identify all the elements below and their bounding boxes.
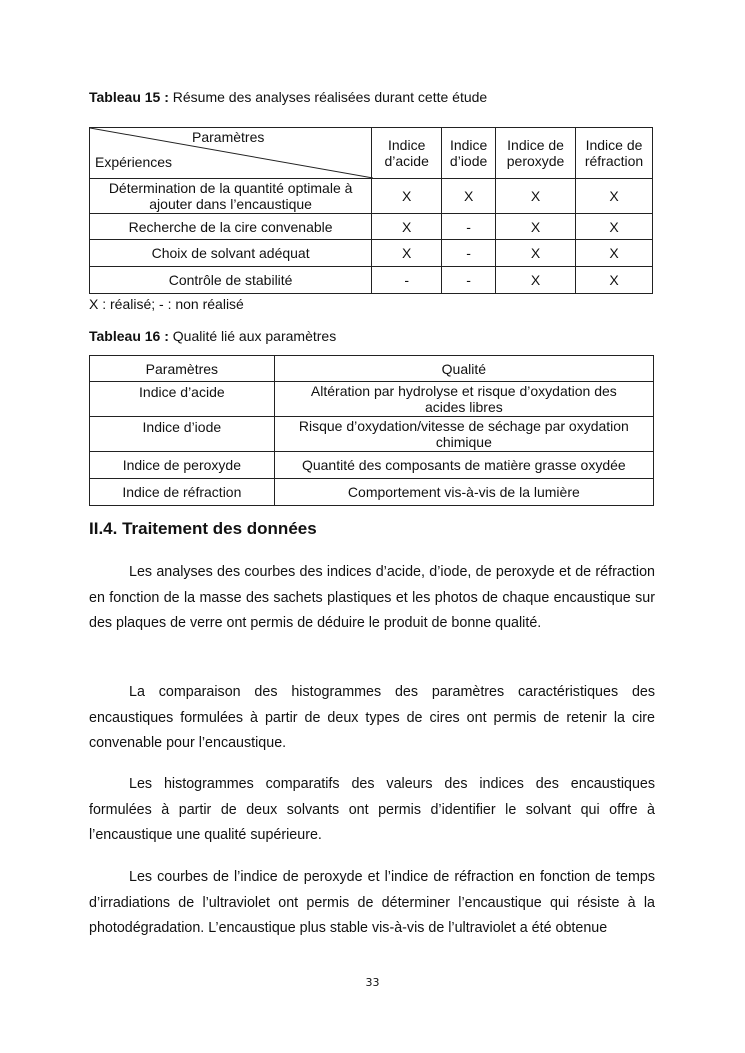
table16 — [89, 355, 654, 506]
col-header-line: d’acide — [384, 153, 429, 169]
cell: X — [496, 240, 576, 267]
cell: - — [372, 267, 442, 294]
cell: - — [442, 214, 496, 240]
table-row — [90, 214, 653, 240]
quality-cell — [274, 417, 653, 452]
cell: - — [442, 267, 496, 294]
diag-parametres-label: Paramètres — [192, 129, 265, 145]
table16-header-row — [90, 356, 654, 382]
col-header-line: peroxyde — [506, 153, 565, 169]
table15-caption-label: Tableau 15 : — [89, 89, 169, 105]
col-header-peroxyde — [496, 128, 576, 179]
param-cell: Indice d’acide — [90, 382, 275, 417]
cell: X — [496, 214, 576, 240]
table16-caption-text: Qualité lié aux paramètres — [168, 328, 337, 344]
cell: X — [496, 179, 576, 214]
paragraph: La comparaison des histogrammes des paramètres caractéristiques des encaustiques formulées à partir de deux types de cires ont permis de retenir la cire convenable pour l’encaustique. — [89, 684, 655, 751]
table-row — [90, 240, 653, 267]
table-row — [90, 179, 653, 214]
col-header-qualite: Qualité — [274, 356, 653, 382]
quality-line: Altération par hydrolyse et risque d’oxydation des — [310, 383, 617, 399]
table16-caption-label: Tableau 16 : — [89, 328, 169, 344]
col-header-refraction — [576, 128, 653, 179]
col-header-line: d’iode — [449, 153, 488, 169]
col-header-line: Indice — [388, 137, 426, 153]
table-row — [90, 382, 654, 417]
paragraph: Les courbes de l’indice de peroxyde et l’indice de réfraction en fonction de temps d’irradiations de l’ultraviolet ont permis de déterminer l’encaustique qui résiste à la photodégradation. L’encaustique plus stable vis-à-vis de l’ultraviolet a été obtenue — [89, 869, 655, 936]
cell: X — [576, 214, 653, 240]
table15-caption — [89, 89, 487, 105]
quality-line: acides libres — [424, 399, 503, 415]
paragraph: Les histogrammes comparatifs des valeurs des indices des encaustiques formulées à partir de deux solvants ont permis d’identifier le solvant qui offre à l’encaustique une qualité supérieure. — [89, 776, 655, 843]
cell: X — [372, 214, 442, 240]
cell: X — [372, 179, 442, 214]
section-heading: II.4. Traitement des données — [89, 519, 317, 538]
col-header-parametres: Paramètres — [90, 356, 275, 382]
cell: X — [576, 240, 653, 267]
table15 — [89, 127, 653, 294]
param-cell: Indice de réfraction — [90, 479, 275, 506]
quality-cell: Quantité des composants de matière grasse oxydée — [274, 452, 653, 479]
col-header-iode — [442, 128, 496, 179]
param-cell: Indice d’iode — [90, 417, 275, 452]
page-number: 33 — [365, 976, 380, 989]
col-header-acide — [372, 128, 442, 179]
col-header-line: Indice de — [585, 137, 643, 153]
paragraph: Les analyses des courbes des indices d’acide, d’iode, de peroxyde et de réfraction en fonction de la masse des sachets plastiques et les photos de chaque encaustique sur des plaques de verre ont permis de déduire le produit de bonne qualité. — [89, 564, 655, 631]
cell: X — [576, 267, 653, 294]
table15-legend-note: X : réalisé; - : non réalisé — [89, 296, 244, 312]
table-row — [90, 417, 654, 452]
col-header-line: Indice de — [507, 137, 564, 153]
diag-experiences-label: Expériences — [95, 154, 173, 170]
row-label: Choix de solvant adéquat — [90, 240, 372, 267]
quality-line: Risque d’oxydation/vitesse de séchage par oxydation — [298, 418, 629, 434]
quality-line: chimique — [435, 434, 492, 450]
quality-cell: Comportement vis-à-vis de la lumière — [274, 479, 653, 506]
row-label-line: ajouter dans l’encaustique — [149, 196, 312, 212]
cell: X — [496, 267, 576, 294]
cell: X — [576, 179, 653, 214]
quality-cell — [274, 382, 653, 417]
table15-diagonal-header — [90, 128, 372, 179]
table16-caption — [89, 328, 336, 344]
table-row — [90, 452, 654, 479]
cell: X — [442, 179, 496, 214]
row-label — [90, 179, 372, 214]
row-label: Recherche de la cire convenable — [90, 214, 372, 240]
table-row — [90, 479, 654, 506]
table15-caption-text: Résume des analyses réalisées durant cette étude — [168, 89, 488, 105]
table15-header-row — [90, 128, 653, 179]
col-header-line: Indice — [449, 137, 488, 153]
col-header-line: réfraction — [584, 153, 644, 169]
row-label: Contrôle de stabilité — [90, 267, 372, 294]
cell: - — [442, 240, 496, 267]
table-row — [90, 267, 653, 294]
param-cell: Indice de peroxyde — [90, 452, 275, 479]
cell: X — [372, 240, 442, 267]
row-label-line: Détermination de la quantité optimale à — [108, 180, 353, 196]
